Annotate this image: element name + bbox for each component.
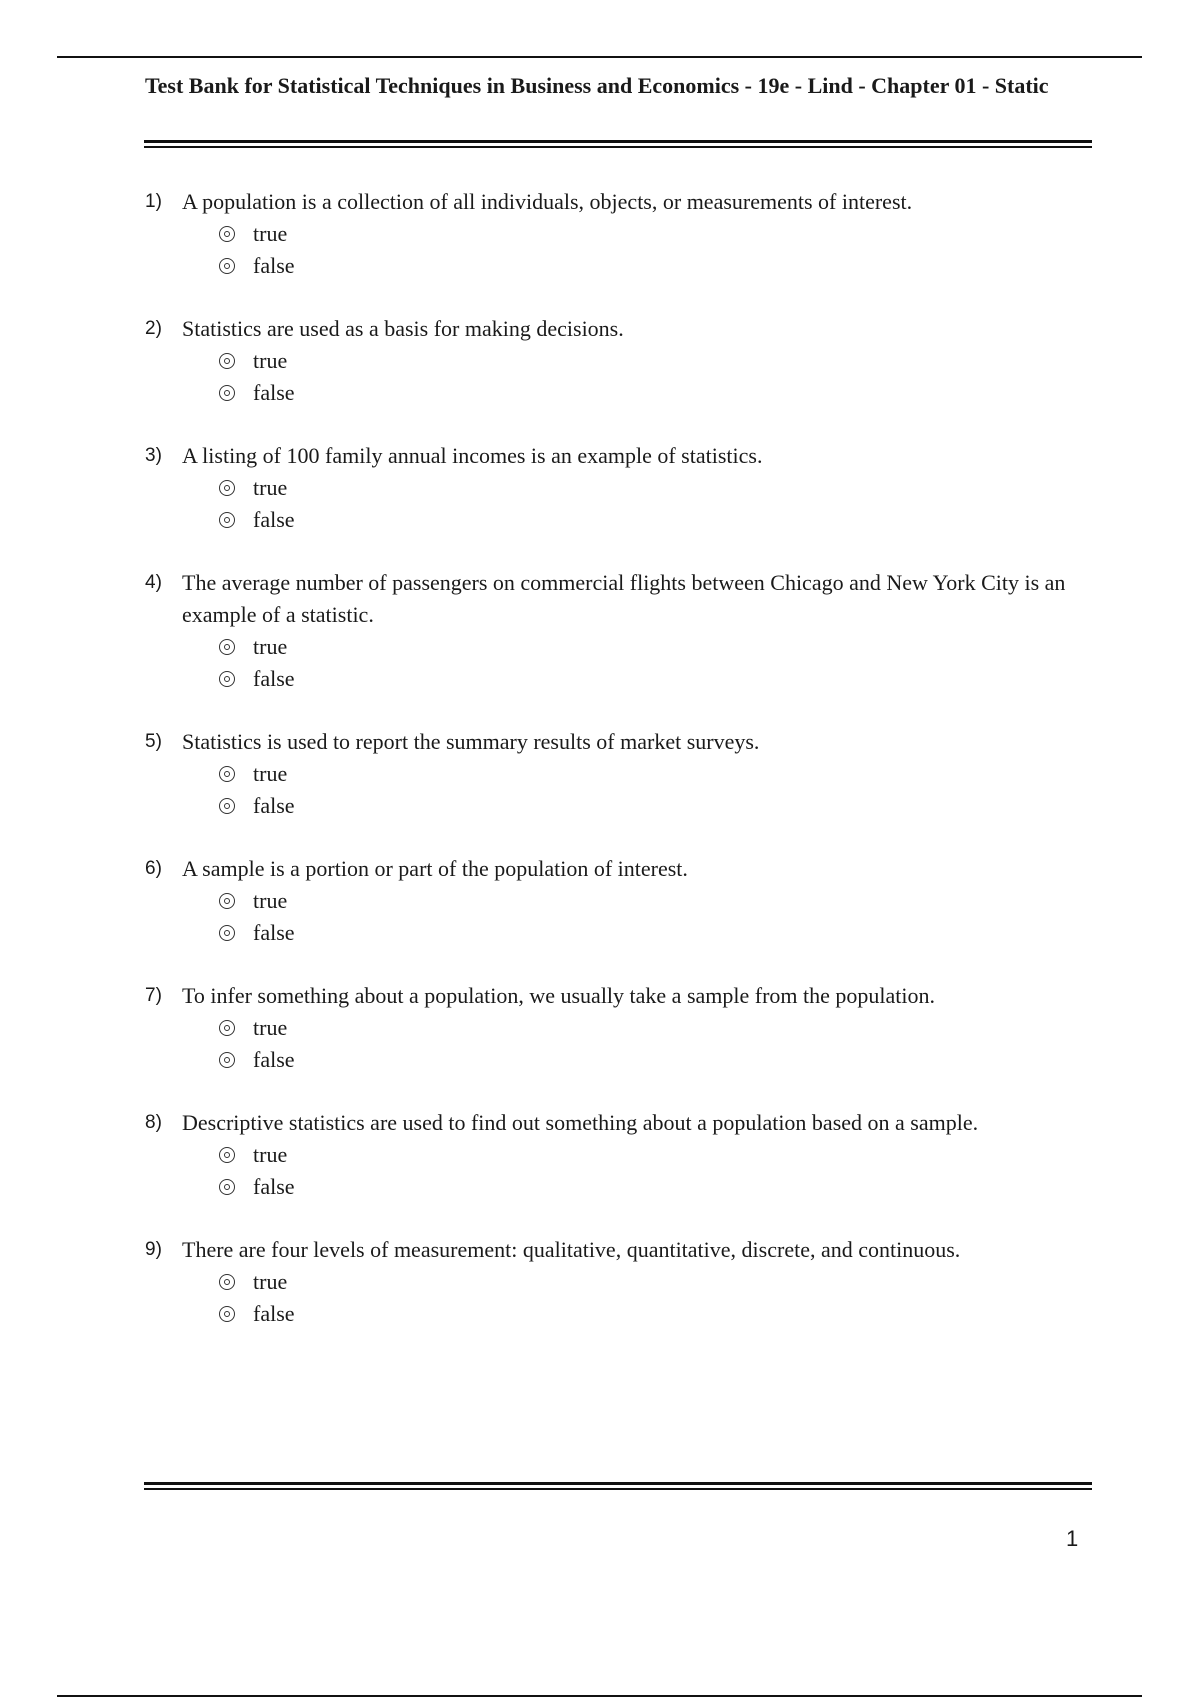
radio-button-icon[interactable] (219, 226, 235, 242)
question-item (145, 313, 1105, 440)
question-number: 3) (145, 445, 162, 466)
question-text: Statistics is used to report the summary results of market surveys. (182, 729, 760, 754)
question-text: A listing of 100 family annual incomes is an example of statistics. (182, 443, 763, 468)
option-label: true (253, 348, 288, 373)
answer-option-true[interactable] (219, 472, 1105, 504)
radio-button-icon[interactable] (219, 353, 235, 369)
option-label: true (253, 221, 288, 246)
radio-button-icon[interactable] (219, 480, 235, 496)
question-text: A sample is a portion or part of the population of interest. (182, 856, 688, 881)
option-label: true (253, 475, 288, 500)
radio-button-icon[interactable] (219, 258, 235, 274)
answer-option-false[interactable] (219, 917, 1105, 949)
option-label: false (253, 666, 295, 691)
question-item (145, 853, 1105, 980)
question-number: 2) (145, 318, 162, 339)
radio-button-icon[interactable] (219, 1052, 235, 1068)
answer-option-true[interactable] (219, 758, 1105, 790)
question-number: 4) (145, 572, 162, 593)
radio-button-icon[interactable] (219, 512, 235, 528)
answer-option-false[interactable] (219, 1044, 1105, 1076)
option-label: true (253, 888, 288, 913)
option-label: true (253, 1269, 288, 1294)
page-bottom-border (57, 1695, 1142, 1697)
question-item (145, 186, 1105, 313)
header-divider (144, 140, 1092, 150)
question-text: There are four levels of measurement: qualitative, quantitative, discrete, and continuous. (182, 1237, 961, 1262)
radio-button-icon[interactable] (219, 1020, 235, 1036)
question-item (145, 726, 1105, 853)
answer-option-false[interactable] (219, 790, 1105, 822)
question-text: Descriptive statistics are used to find out something about a population based on a sample. (182, 1110, 979, 1135)
answer-option-true[interactable] (219, 345, 1105, 377)
question-number: 9) (145, 1239, 162, 1260)
radio-button-icon[interactable] (219, 1179, 235, 1195)
option-label: false (253, 380, 295, 405)
option-label: false (253, 793, 295, 818)
option-label: true (253, 1015, 288, 1040)
answer-option-false[interactable] (219, 377, 1105, 409)
question-number: 1) (145, 191, 162, 212)
radio-button-icon[interactable] (219, 798, 235, 814)
option-label: false (253, 507, 295, 532)
question-number: 7) (145, 985, 162, 1006)
option-label: true (253, 761, 288, 786)
option-label: false (253, 253, 295, 278)
radio-button-icon[interactable] (219, 1274, 235, 1290)
question-item (145, 440, 1105, 567)
question-item (145, 1234, 1105, 1361)
question-number: 8) (145, 1112, 162, 1133)
answer-option-false[interactable] (219, 504, 1105, 536)
radio-button-icon[interactable] (219, 639, 235, 655)
radio-button-icon[interactable] (219, 385, 235, 401)
answer-option-false[interactable] (219, 663, 1105, 695)
answer-option-true[interactable] (219, 1139, 1105, 1171)
radio-button-icon[interactable] (219, 925, 235, 941)
footer-divider (144, 1482, 1092, 1492)
page-top-border (57, 56, 1142, 58)
option-label: false (253, 1047, 295, 1072)
radio-button-icon[interactable] (219, 893, 235, 909)
answer-option-true[interactable] (219, 885, 1105, 917)
question-text: The average number of passengers on commercial flights between Chicago and New York City is an example of a statistic. (182, 570, 1066, 627)
document-title: Test Bank for Statistical Techniques in Business and Economics - 19e - Lind - Chapter 01 - Static (145, 73, 1049, 98)
radio-button-icon[interactable] (219, 1306, 235, 1322)
question-item (145, 980, 1105, 1107)
page-number: 1 (1066, 1526, 1079, 1551)
question-list (145, 186, 1105, 1361)
option-label: true (253, 634, 288, 659)
option-label: true (253, 1142, 288, 1167)
question-number: 5) (145, 731, 162, 752)
answer-option-false[interactable] (219, 250, 1105, 282)
option-label: false (253, 1174, 295, 1199)
answer-option-false[interactable] (219, 1298, 1105, 1330)
question-text: A population is a collection of all individuals, objects, or measurements of interest. (182, 189, 913, 214)
answer-option-true[interactable] (219, 1266, 1105, 1298)
radio-button-icon[interactable] (219, 766, 235, 782)
question-number: 6) (145, 858, 162, 879)
option-label: false (253, 920, 295, 945)
answer-option-true[interactable] (219, 631, 1105, 663)
answer-option-false[interactable] (219, 1171, 1105, 1203)
question-text: To infer something about a population, we usually take a sample from the population. (182, 983, 936, 1008)
radio-button-icon[interactable] (219, 1147, 235, 1163)
question-item (145, 567, 1105, 726)
answer-option-true[interactable] (219, 1012, 1105, 1044)
question-text: Statistics are used as a basis for making decisions. (182, 316, 624, 341)
radio-button-icon[interactable] (219, 671, 235, 687)
question-item (145, 1107, 1105, 1234)
option-label: false (253, 1301, 295, 1326)
answer-option-true[interactable] (219, 218, 1105, 250)
